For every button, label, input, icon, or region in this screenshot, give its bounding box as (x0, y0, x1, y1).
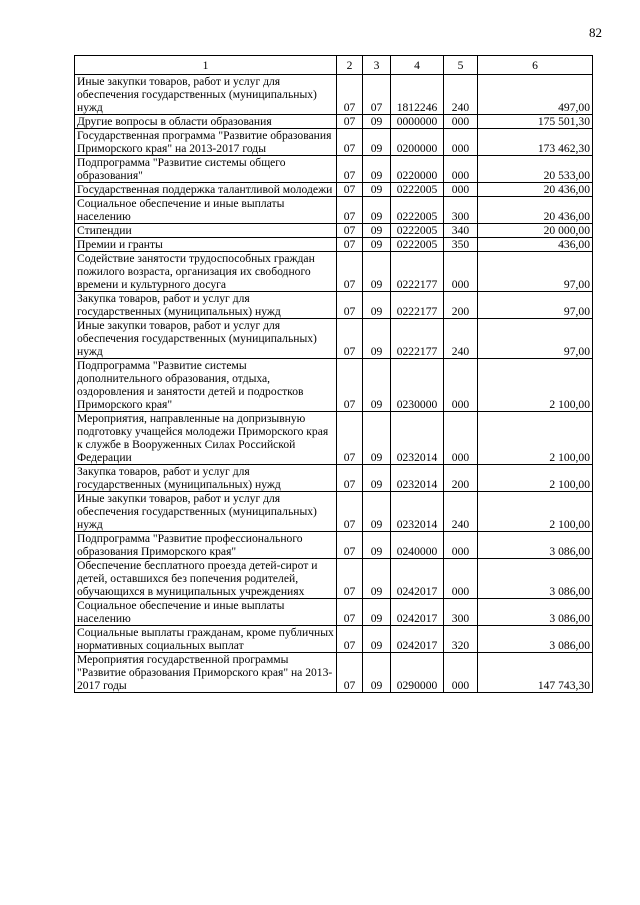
table-row (75, 129, 593, 156)
table-row (75, 559, 593, 599)
table-row (75, 599, 593, 626)
row-subsection: 09 (363, 115, 391, 129)
row-name: Мероприятия государственной программы "Развитие образования Приморского края" на 2013-2017 годы (75, 653, 337, 693)
row-expense-type: 000 (444, 129, 478, 156)
row-expense-type: 000 (444, 183, 478, 197)
row-name: Социальное обеспечение и иные выплаты населению (75, 599, 337, 626)
row-subsection: 09 (363, 238, 391, 252)
row-subsection: 09 (363, 412, 391, 465)
row-amount: 173 462,30 (478, 129, 593, 156)
row-target-code: 1812246 (391, 75, 444, 115)
row-section: 07 (337, 129, 363, 156)
row-subsection: 09 (363, 252, 391, 292)
row-name: Обеспечение бесплатного проезда детей-сирот и детей, оставшихся без попечения родителей, обучающихся в муниципальных учреждениях (75, 559, 337, 599)
row-subsection: 09 (363, 224, 391, 238)
row-name: Иные закупки товаров, работ и услуг для обеспечения государственных (муниципальных) нужд (75, 75, 337, 115)
row-amount: 3 086,00 (478, 599, 593, 626)
row-section: 07 (337, 532, 363, 559)
table-row (75, 653, 593, 693)
column-header-4: 4 (391, 56, 444, 75)
row-amount: 3 086,00 (478, 559, 593, 599)
row-name: Мероприятия, направленные на допризывную подготовку учащейся молодежи Приморского края к службе в Вооруженных Силах Российской Федерации (75, 412, 337, 465)
row-expense-type: 000 (444, 252, 478, 292)
row-subsection: 09 (363, 559, 391, 599)
row-subsection: 09 (363, 156, 391, 183)
row-target-code: 0232014 (391, 412, 444, 465)
row-target-code: 0242017 (391, 599, 444, 626)
budget-table (74, 55, 593, 693)
row-subsection: 07 (363, 75, 391, 115)
row-subsection: 09 (363, 292, 391, 319)
row-amount: 20 533,00 (478, 156, 593, 183)
row-section: 07 (337, 75, 363, 115)
row-target-code: 0222177 (391, 252, 444, 292)
row-section: 07 (337, 319, 363, 359)
column-header-6: 6 (478, 56, 593, 75)
row-subsection: 09 (363, 197, 391, 224)
table-row (75, 492, 593, 532)
row-expense-type: 000 (444, 412, 478, 465)
row-section: 07 (337, 115, 363, 129)
row-amount: 147 743,30 (478, 653, 593, 693)
row-section: 07 (337, 197, 363, 224)
row-expense-type: 240 (444, 75, 478, 115)
row-name: Государственная программа "Развитие образования Приморского края" на 2013-2017 годы (75, 129, 337, 156)
row-amount: 175 501,30 (478, 115, 593, 129)
row-section: 07 (337, 559, 363, 599)
row-target-code: 0222005 (391, 238, 444, 252)
row-subsection: 09 (363, 653, 391, 693)
column-header-2: 2 (337, 56, 363, 75)
row-expense-type: 000 (444, 156, 478, 183)
row-subsection: 09 (363, 465, 391, 492)
row-name: Социальные выплаты гражданам, кроме публичных нормативных социальных выплат (75, 626, 337, 653)
page-number: 82 (589, 25, 602, 40)
row-expense-type: 320 (444, 626, 478, 653)
row-amount: 2 100,00 (478, 412, 593, 465)
row-expense-type: 350 (444, 238, 478, 252)
table-row (75, 238, 593, 252)
row-target-code: 0220000 (391, 156, 444, 183)
table-row (75, 532, 593, 559)
table-row (75, 412, 593, 465)
column-header-3: 3 (363, 56, 391, 75)
row-subsection: 09 (363, 359, 391, 412)
row-amount: 497,00 (478, 75, 593, 115)
row-name: Закупка товаров, работ и услуг для государственных (муниципальных) нужд (75, 465, 337, 492)
row-expense-type: 200 (444, 292, 478, 319)
row-name: Другие вопросы в области образования (75, 115, 337, 129)
row-name: Государственная поддержка талантливой молодежи (75, 183, 337, 197)
row-expense-type: 200 (444, 465, 478, 492)
row-expense-type: 000 (444, 532, 478, 559)
row-section: 07 (337, 359, 363, 412)
table-row (75, 359, 593, 412)
row-name: Стипендии (75, 224, 337, 238)
row-amount: 97,00 (478, 252, 593, 292)
row-section: 07 (337, 626, 363, 653)
row-target-code: 0222005 (391, 197, 444, 224)
row-target-code: 0242017 (391, 626, 444, 653)
row-target-code: 0222177 (391, 319, 444, 359)
row-name: Закупка товаров, работ и услуг для государственных (муниципальных) нужд (75, 292, 337, 319)
row-subsection: 09 (363, 492, 391, 532)
row-name: Подпрограмма "Развитие профессионального образования Приморского края" (75, 532, 337, 559)
row-section: 07 (337, 653, 363, 693)
row-amount: 20 000,00 (478, 224, 593, 238)
row-target-code: 0222005 (391, 183, 444, 197)
row-name: Социальное обеспечение и иные выплаты населению (75, 197, 337, 224)
row-target-code: 0290000 (391, 653, 444, 693)
row-section: 07 (337, 183, 363, 197)
row-amount: 3 086,00 (478, 532, 593, 559)
row-target-code: 0240000 (391, 532, 444, 559)
table-row (75, 319, 593, 359)
table-body (75, 75, 593, 693)
row-section: 07 (337, 599, 363, 626)
row-subsection: 09 (363, 129, 391, 156)
table-row (75, 183, 593, 197)
row-name: Подпрограмма "Развитие системы общего образования" (75, 156, 337, 183)
row-target-code: 0232014 (391, 492, 444, 532)
row-target-code: 0230000 (391, 359, 444, 412)
table-row (75, 156, 593, 183)
row-expense-type: 300 (444, 599, 478, 626)
row-amount: 20 436,00 (478, 197, 593, 224)
row-subsection: 09 (363, 626, 391, 653)
row-amount: 2 100,00 (478, 359, 593, 412)
row-section: 07 (337, 492, 363, 532)
table-row (75, 292, 593, 319)
table-row (75, 224, 593, 238)
row-subsection: 09 (363, 599, 391, 626)
row-expense-type: 000 (444, 559, 478, 599)
row-amount: 97,00 (478, 319, 593, 359)
row-subsection: 09 (363, 183, 391, 197)
table-row (75, 465, 593, 492)
row-target-code: 0000000 (391, 115, 444, 129)
row-name: Премии и гранты (75, 238, 337, 252)
column-header-5: 5 (444, 56, 478, 75)
row-amount: 2 100,00 (478, 492, 593, 532)
row-target-code: 0222005 (391, 224, 444, 238)
row-expense-type: 000 (444, 653, 478, 693)
table-row (75, 115, 593, 129)
row-target-code: 0200000 (391, 129, 444, 156)
row-section: 07 (337, 156, 363, 183)
row-target-code: 0242017 (391, 559, 444, 599)
row-amount: 20 436,00 (478, 183, 593, 197)
row-name: Подпрограмма "Развитие системы дополнительного образования, отдыха, оздоровления и занятости детей и подростков Приморского края" (75, 359, 337, 412)
row-expense-type: 000 (444, 115, 478, 129)
row-expense-type: 000 (444, 359, 478, 412)
row-section: 07 (337, 224, 363, 238)
row-target-code: 0222177 (391, 292, 444, 319)
row-subsection: 09 (363, 319, 391, 359)
row-section: 07 (337, 412, 363, 465)
row-expense-type: 240 (444, 492, 478, 532)
row-amount: 436,00 (478, 238, 593, 252)
table-row (75, 626, 593, 653)
row-section: 07 (337, 465, 363, 492)
row-target-code: 0232014 (391, 465, 444, 492)
row-name: Содействие занятости трудоспособных граждан пожилого возраста, организация их свободного времени и культурного досуга (75, 252, 337, 292)
row-section: 07 (337, 252, 363, 292)
row-expense-type: 340 (444, 224, 478, 238)
table-row (75, 197, 593, 224)
row-subsection: 09 (363, 532, 391, 559)
row-section: 07 (337, 292, 363, 319)
row-expense-type: 300 (444, 197, 478, 224)
table-row (75, 252, 593, 292)
row-name: Иные закупки товаров, работ и услуг для обеспечения государственных (муниципальных) нужд (75, 492, 337, 532)
row-amount: 3 086,00 (478, 626, 593, 653)
row-name: Иные закупки товаров, работ и услуг для обеспечения государственных (муниципальных) нужд (75, 319, 337, 359)
row-section: 07 (337, 238, 363, 252)
row-amount: 2 100,00 (478, 465, 593, 492)
row-amount: 97,00 (478, 292, 593, 319)
row-expense-type: 240 (444, 319, 478, 359)
table-row (75, 75, 593, 115)
column-header-1: 1 (75, 56, 337, 75)
table-header-row (75, 56, 593, 75)
